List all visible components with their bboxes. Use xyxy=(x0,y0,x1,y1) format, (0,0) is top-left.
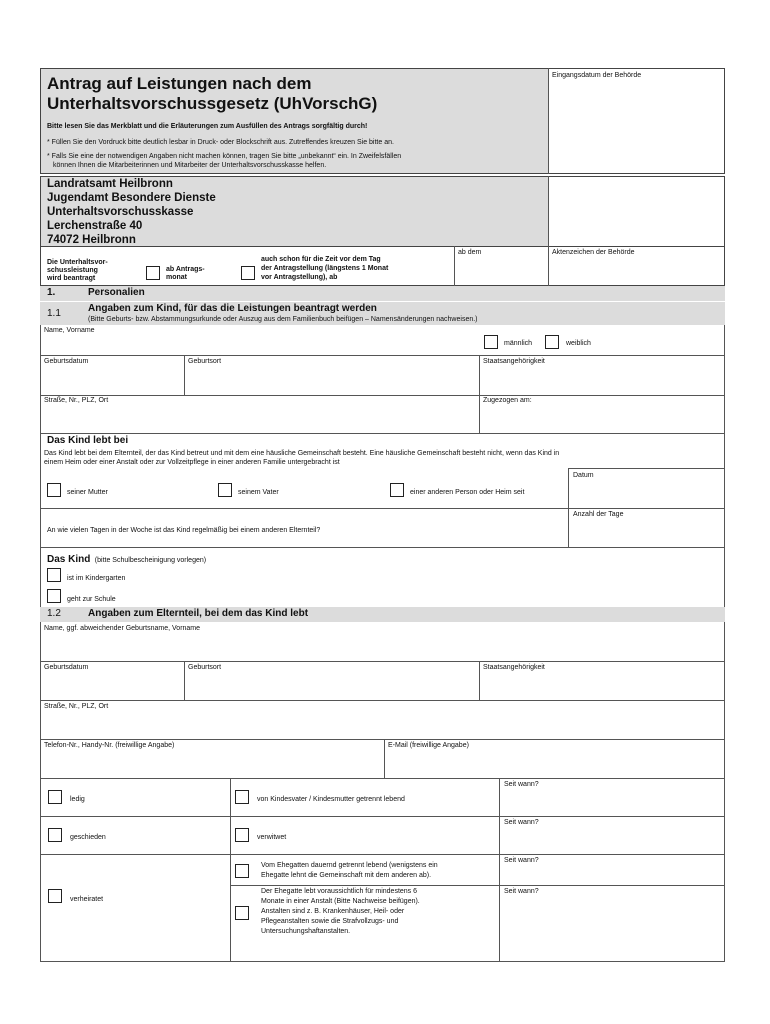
request-label-line2: schussleistung xyxy=(47,267,98,274)
child-birthplace-field[interactable] xyxy=(186,367,476,394)
child-name-field[interactable] xyxy=(42,336,478,354)
lives-since-date-label: Datum xyxy=(573,472,594,479)
child-address-field[interactable] xyxy=(42,406,476,432)
child-birthplace-label: Geburtsort xyxy=(188,358,222,365)
note-2-line1: * Falls Sie eine der notwendigen Angaben nicht machen können, tragen Sie bitte „unbekannt“ ein. In Zweifelsfällen xyxy=(47,153,402,160)
parent-birthdate-label: Geburtsdatum xyxy=(44,664,89,671)
authority-line5: 74072 Heilbronn xyxy=(47,234,136,246)
female-checkbox[interactable] xyxy=(545,335,559,349)
widowed-label: verwitwet xyxy=(257,834,287,841)
file-number-field[interactable] xyxy=(549,258,724,285)
spouse-institution-line1: Der Ehegatte lebt voraussichtlich für mindestens 6 xyxy=(261,888,418,895)
form-title-line1: Antrag auf Leistungen nach dem xyxy=(47,74,312,93)
permanently-separated-line1: Vom Ehegatten dauernd getrennt lebend (wenigstens ein xyxy=(261,862,438,869)
single-checkbox[interactable] xyxy=(48,790,62,804)
child-name-label: Name, Vorname xyxy=(44,327,95,334)
father-checkbox[interactable] xyxy=(218,483,232,497)
child-address-label: Straße, Nr., PLZ, Ort xyxy=(44,397,109,404)
female-label: weiblich xyxy=(566,340,591,347)
request-label-line1: Die Unterhaltsvor- xyxy=(47,259,108,266)
married-checkbox[interactable] xyxy=(48,889,62,903)
parent-name-field[interactable] xyxy=(42,634,723,660)
kindergarten-label: ist im Kindergarten xyxy=(67,575,126,582)
note-2-line2: können Ihnen die Mitarbeiterinnen und Mitarbeiter der Unterhaltsvorschusskasse helfen. xyxy=(53,162,327,169)
separated-from-parent-label: von Kindesvater / Kindesmutter getrennt lebend xyxy=(257,796,405,803)
since-label-3: Seit wann? xyxy=(504,857,539,864)
section-1-1-number: 1.1 xyxy=(47,308,61,319)
parent-nationality-label: Staatsangehörigkeit xyxy=(483,664,545,671)
section-1-number: 1. xyxy=(47,287,56,298)
male-checkbox[interactable] xyxy=(484,335,498,349)
child-moved-label: Zugezogen am: xyxy=(483,397,532,404)
child-nationality-field[interactable] xyxy=(481,367,723,394)
section-1-title: Personalien xyxy=(88,287,145,298)
form-title-line2: Unterhaltsvorschussgesetz (UhVorschG) xyxy=(47,94,378,113)
mother-label: seiner Mutter xyxy=(67,489,108,496)
other-person-checkbox[interactable] xyxy=(390,483,404,497)
days-field[interactable] xyxy=(570,520,723,546)
since-label-2: Seit wann? xyxy=(504,819,539,826)
intro-text: Bitte lesen Sie das Merkblatt und die Erläuterungen zum Ausfüllen des Antrags sorgfältig durch! xyxy=(47,123,368,130)
from-date-field[interactable] xyxy=(455,258,547,285)
parent-address-label: Straße, Nr., PLZ, Ort xyxy=(44,703,109,710)
phone-field[interactable] xyxy=(42,751,382,777)
file-number-label: Aktenzeichen der Behörde xyxy=(552,249,635,256)
lives-with-desc-line2: einem Heim oder einer Anstalt oder zur Vollzeitpflege in einer anderen Familie untergebracht ist xyxy=(44,459,340,466)
email-field[interactable] xyxy=(386,751,723,777)
section-1-1-title: Angaben zum Kind, für das die Leistungen beantragt werden xyxy=(88,303,377,314)
from-application-month-line1: ab Antrags- xyxy=(166,266,205,273)
child-birthdate-field[interactable] xyxy=(42,367,182,394)
since-field-2[interactable] xyxy=(501,828,723,853)
authority-line1: Landratsamt Heilbronn xyxy=(47,178,173,190)
from-date-label: ab dem xyxy=(458,249,482,256)
note-1: * Füllen Sie den Vordruck bitte deutlich lesbar in Druck- oder Blockschrift aus. Zutreffendes kreuzen Sie bitte an. xyxy=(47,139,394,146)
email-label: E-Mail (freiwillige Angabe) xyxy=(388,742,469,749)
single-label: ledig xyxy=(70,796,85,803)
request-label-line3: wird beantragt xyxy=(47,275,96,282)
section-1-2-title: Angaben zum Elternteil, bei dem das Kind lebt xyxy=(88,608,309,619)
widowed-checkbox[interactable] xyxy=(235,828,249,842)
parent-name-label: Name, ggf. abweichender Geburtsname, Vorname xyxy=(44,625,201,632)
earlier-period-checkbox[interactable] xyxy=(241,266,255,280)
child-birthdate-label: Geburtsdatum xyxy=(44,358,89,365)
days-question: An wie vielen Tagen in der Woche ist das Kind regelmäßig bei einem anderen Elternteil? xyxy=(47,527,321,534)
days-label: Anzahl der Tage xyxy=(573,511,624,518)
lives-with-title: Das Kind lebt bei xyxy=(47,435,129,446)
permanently-separated-checkbox[interactable] xyxy=(235,864,249,878)
married-label: verheiratet xyxy=(70,896,104,903)
authority-line4: Lerchenstraße 40 xyxy=(47,220,143,232)
divorced-label: geschieden xyxy=(70,834,106,841)
since-field-1[interactable] xyxy=(501,790,723,815)
spouse-institution-line5: Untersuchungshaftanstalten. xyxy=(261,928,351,935)
lives-with-desc-line1: Das Kind lebt bei dem Elternteil, der das Kind betreut und mit dem eine häusliche Gemeinschaft besteht. Eine häusliche Gemeinschaft besteht nicht, wenn das Kind in xyxy=(44,450,560,457)
parent-birthdate-field[interactable] xyxy=(42,673,182,699)
lives-since-date-field[interactable] xyxy=(570,481,723,507)
child-nationality-label: Staatsangehörigkeit xyxy=(483,358,545,365)
male-label: männlich xyxy=(504,340,533,347)
since-field-4[interactable] xyxy=(501,897,723,961)
separated-from-parent-checkbox[interactable] xyxy=(235,790,249,804)
from-application-month-checkbox[interactable] xyxy=(146,266,160,280)
permanently-separated-line2: Ehegatte lehnt die Gemeinschaft mit dem anderen ab). xyxy=(261,872,432,879)
father-label: seinem Vater xyxy=(238,489,279,496)
authority-line2: Jugendamt Besondere Dienste xyxy=(47,192,216,204)
since-label-4: Seit wann? xyxy=(504,888,539,895)
from-application-month-line2: monat xyxy=(166,274,187,281)
other-person-label: einer anderen Person oder Heim seit xyxy=(410,489,525,496)
spouse-institution-line4: Pflegeanstalten sowie die Strafvollzugs- und xyxy=(261,918,399,925)
divorced-checkbox[interactable] xyxy=(48,828,62,842)
authority-line3: Unterhaltsvorschusskasse xyxy=(47,206,194,218)
school-label: geht zur Schule xyxy=(67,596,116,603)
parent-birthplace-label: Geburtsort xyxy=(188,664,222,671)
parent-nationality-field[interactable] xyxy=(481,673,723,699)
child-school-title-text: Das Kind xyxy=(47,554,91,565)
mother-checkbox[interactable] xyxy=(47,483,61,497)
section-1-2-number: 1.2 xyxy=(47,608,61,619)
earlier-period-line2: der Antragstellung (längstens 1 Monat xyxy=(261,265,389,272)
school-checkbox[interactable] xyxy=(47,589,61,603)
child-school-note: (bitte Schulbescheinigung vorlegen) xyxy=(94,557,207,564)
parent-address-field[interactable] xyxy=(42,712,723,738)
spouse-institution-line3: Anstalten sind z. B. Krankenhäuser, Heil- oder xyxy=(261,908,405,915)
earlier-period-line3: vor Antragstellung), ab xyxy=(261,274,338,281)
earlier-period-line1: auch schon für die Zeit vor dem Tag xyxy=(261,256,381,263)
since-field-3[interactable] xyxy=(501,866,723,884)
since-label-1: Seit wann? xyxy=(504,781,539,788)
child-school-title xyxy=(47,550,206,567)
received-date-label: Eingangsdatum der Behörde xyxy=(552,72,642,79)
kindergarten-checkbox[interactable] xyxy=(47,568,61,582)
child-moved-field[interactable] xyxy=(481,406,723,432)
spouse-in-institution-checkbox[interactable] xyxy=(235,906,249,920)
section-1-1-subtitle: (Bitte Geburts- bzw. Abstammungsurkunde oder Auszug aus dem Familienbuch beifügen – Namensänderungen nachweisen.) xyxy=(88,316,478,323)
spouse-institution-line2: Monate in einer Anstalt (Bitte Nachweise beifügen). xyxy=(261,898,420,905)
received-date-field[interactable] xyxy=(549,82,724,172)
phone-label: Telefon-Nr., Handy-Nr. (freiwillige Angabe) xyxy=(44,742,175,749)
parent-birthplace-field[interactable] xyxy=(186,673,476,699)
